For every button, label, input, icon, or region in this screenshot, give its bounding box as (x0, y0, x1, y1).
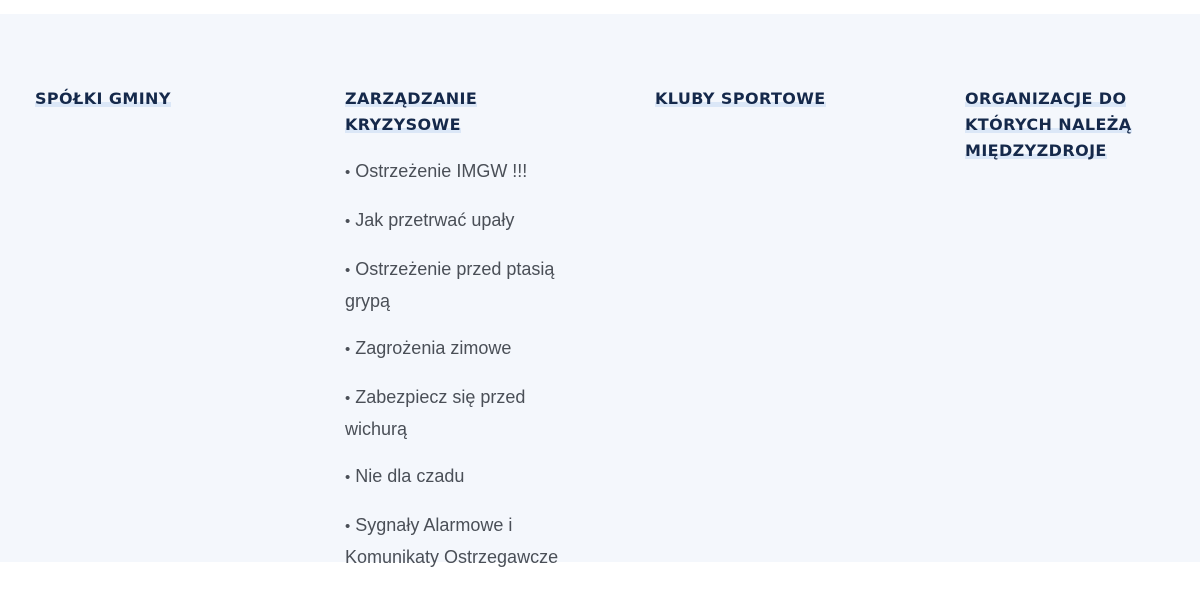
footer-heading-organizacje[interactable]: ORGANIZACJE DO KTÓRYCH NALEŻĄ MIĘDZYZDROJE (965, 89, 1132, 160)
crisis-management-links (345, 156, 565, 572)
footer-heading-zarzadzanie-kryzysowe[interactable]: ZARZĄDZANIE KRYZYSOWE (345, 89, 478, 134)
footer-link-upaly[interactable] (345, 205, 565, 237)
footer (0, 14, 1200, 567)
link-label: Zagrożenia zimowe (355, 338, 512, 358)
bullet-icon: • (345, 518, 351, 535)
link-label: Ostrzeżenie przed ptasią grypą (345, 259, 555, 311)
link-label: Nie dla czadu (355, 466, 465, 486)
footer-heading-spolki-gminy[interactable]: SPÓŁKI GMINY (35, 89, 171, 108)
link-label: Zabezpiecz się przed wichurą (345, 387, 526, 439)
bullet-icon: • (345, 213, 351, 230)
footer-link-czad[interactable] (345, 461, 565, 493)
bullet-icon: • (345, 469, 351, 486)
footer-heading-kluby-sportowe[interactable]: KLUBY SPORTOWE (655, 89, 826, 108)
bullet-icon: • (345, 262, 351, 279)
footer-link-wichura[interactable] (345, 382, 565, 444)
link-label: Jak przetrwać upały (355, 210, 515, 230)
footer-link-ostrzezenie-imgw[interactable] (345, 156, 565, 188)
footer-column-organizacje (965, 86, 1195, 164)
footer-link-zagrozenia-zimowe[interactable] (345, 333, 565, 365)
footer-link-sygnaly-alarmowe[interactable] (345, 510, 565, 572)
footer-column-spolki-gminy (35, 86, 265, 112)
footer-column-kluby-sportowe (655, 86, 885, 112)
footer-column-zarzadzanie-kryzysowe (345, 86, 575, 589)
link-label: Sygnały Alarmowe i Komunikaty Ostrzegawcze (345, 515, 559, 567)
bullet-icon: • (345, 390, 351, 407)
link-label: Ostrzeżenie IMGW !!! (355, 161, 528, 181)
footer-link-ptasia-grypa[interactable] (345, 254, 565, 316)
bullet-icon: • (345, 164, 351, 181)
bullet-icon: • (345, 341, 351, 358)
